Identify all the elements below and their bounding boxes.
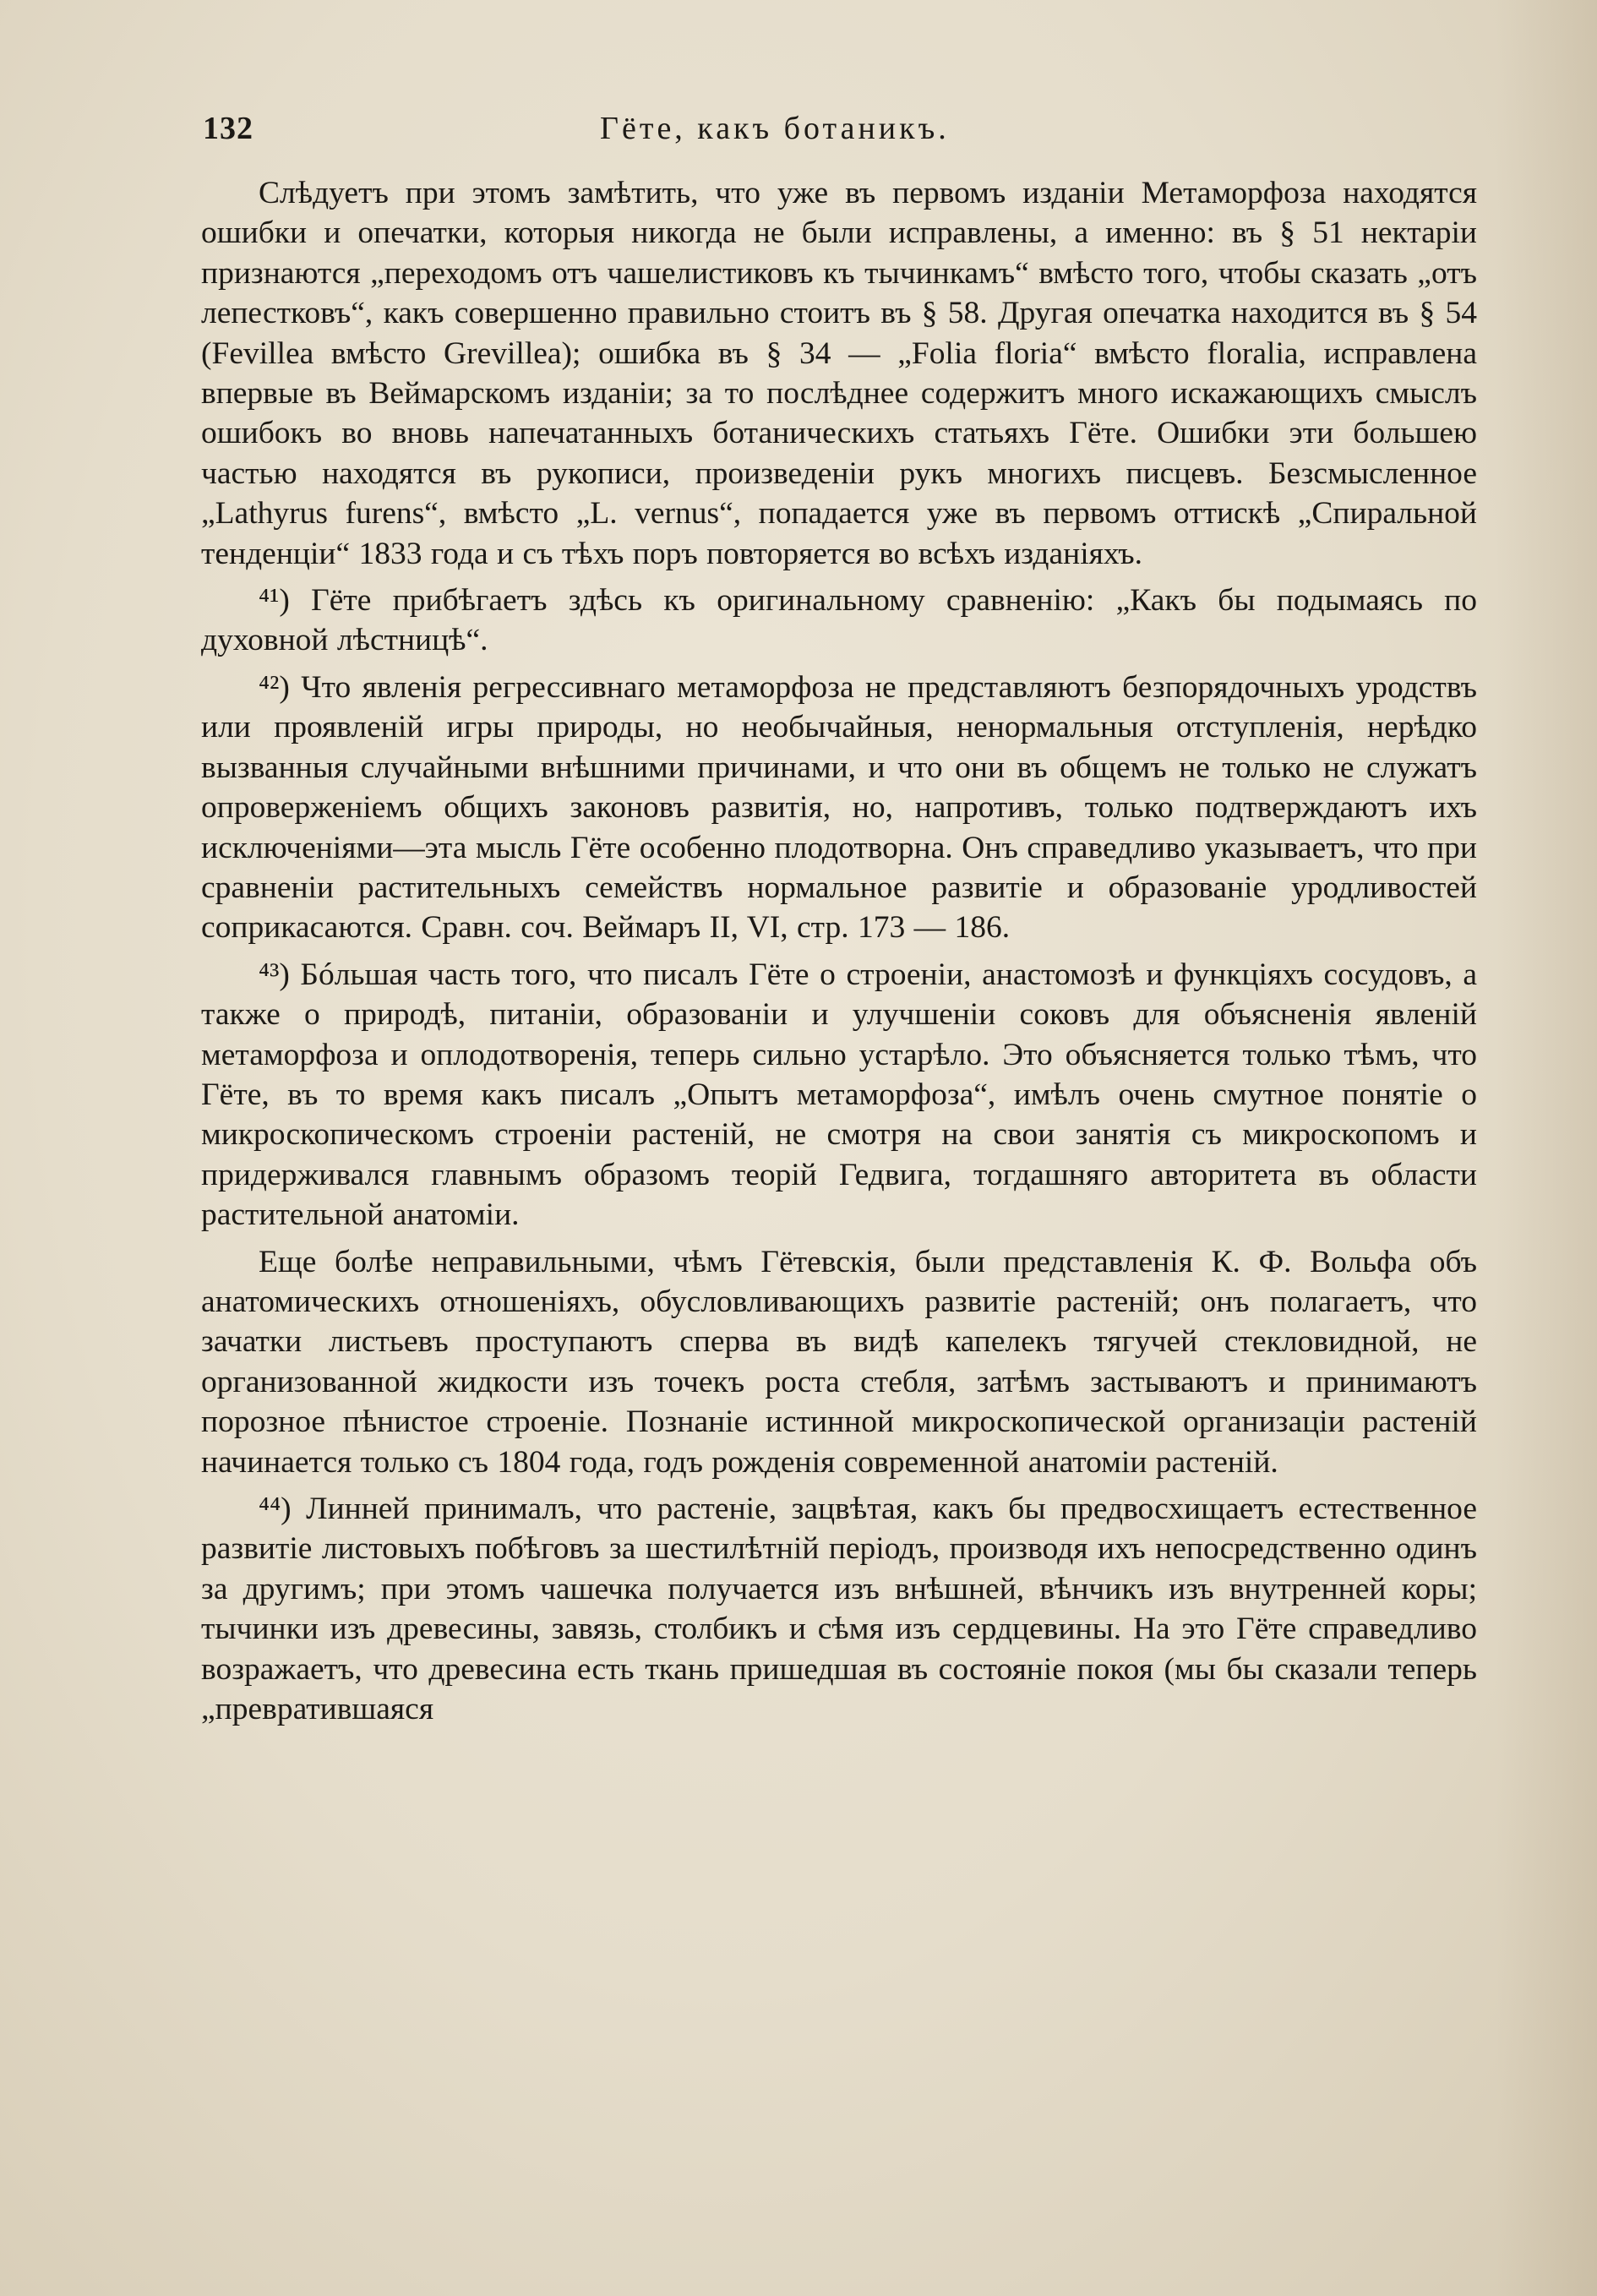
body-text [201,173,1477,1729]
page-edge-shading [1496,0,1597,2296]
running-title: Гёте, какъ ботаникъ. [600,111,950,146]
paragraph-errata: Слѣдуетъ при этомъ замѣтить, что уже въ первомъ изданіи Метаморфоза находятся ошибки и опечатки, которыя никогда не были исправлены, а именно: въ § 51 нектаріи признаются „переходомъ отъ чашелистиковъ къ тычинкамъ“ вмѣсто того, чтобы сказать „отъ лепестковъ“, какъ совершенно правильно стоитъ въ § 58. Другая опечатка находится въ § 54 (Fevillea вмѣсто Grevillea); ошибка въ § 34 — „Folia floria“ вмѣсто floralia, исправлена впервые въ Веймарскомъ изданіи; за то послѣднее содержитъ много искажающихъ смыслъ ошибокъ во вновь напечатанныхъ ботаническихъ статьяхъ Гёте. Ошибки эти большею частью находятся въ рукописи, произведеніи рукъ многихъ писцевъ. Безсмысленное „Lathyrus furens“, вмѣсто „L. vernus“, попадается уже въ первомъ оттискѣ „Спиральной тенденціи“ 1833 года и съ тѣхъ поръ повторяется во всѣхъ изданіяхъ. [201,176,1477,571]
page-number: 132 [203,111,253,146]
note-43: ⁴³) Бóльшая часть того, что писалъ Гёте о строеніи, анастомозѣ и функціяхъ сосудовъ, а также о природѣ, питаніи, образованіи и улучшеніи соковъ для объясненія явленій метаморфоза и оплодотворенія, теперь сильно устарѣло. Это объясняется только тѣмъ, что Гёте, въ то время какъ писалъ „Опытъ метаморфоза“, имѣлъ очень смутное понятіе о микроскопическомъ строеніи растеній, не смотря на свои занятія съ микроскопомъ и придерживался главнымъ образомъ теорій Гедвига, тогдашняго авторитета въ области растительной анатоміи. [201,957,1477,1233]
note-42: ⁴²) Что явленія регрессивнаго метаморфоза не представляютъ безпорядочныхъ уродствъ или проявленій игры природы, но необычайныя, ненормальныя отступленія, нерѣдко вызванныя случайными внѣшними причинами, и что они въ общемъ не только не служатъ опроверженіемъ общихъ законовъ развитія, но, напротивъ, только подтверждаютъ ихъ исключеніями—эта мысль Гёте особенно плодотворна. Онъ справедливо указываетъ, что при сравненіи растительныхъ семействъ нормальное развитіе и образованіе уродливостей соприкасаются. Сравн. соч. Веймаръ II, VI, стр. 173 — 186. [201,669,1477,946]
paragraph-wolff: Еще болѣе неправильными, чѣмъ Гётевскія, были представленія К. Ф. Вольфа объ анатомическихъ отношеніяхъ, обусловливающихъ развитіе растеній; онъ полагаетъ, что зачатки листьевъ проступаютъ сперва въ видѣ капелекъ тягучей стекловидной, не организованной жидкости изъ точекъ роста стебля, затѣмъ застываютъ и принимаютъ порозное пѣнистое строеніе. Познаніе истинной микроскопической организаціи растеній начинается только съ 1804 года, годъ рожденія современной анатоміи растеній. [201,1244,1477,1480]
page-header [203,110,1470,169]
note-41: ⁴¹) Гёте прибѣгаетъ здѣсь къ оригинальному сравненію: „Какъ бы подымаясь по духовной лѣстницѣ“. [201,583,1477,658]
note-44: ⁴⁴) Линней принималъ, что растеніе, зацвѣтая, какъ бы предвосхищаетъ естественное развитіе листовыхъ побѣговъ за шестилѣтній періодъ, производя ихъ непосредственно одинъ за другимъ; при этомъ чашечка получается изъ внѣшней, вѣнчикъ изъ внутренней коры; тычинки изъ древесины, завязь, столбикъ и сѣмя изъ сердцевины. На это Гёте справедливо возражаетъ, что древесина есть ткань пришедшая въ состояніе покоя (мы бы сказали теперь „превратившаяся [201,1492,1477,1727]
